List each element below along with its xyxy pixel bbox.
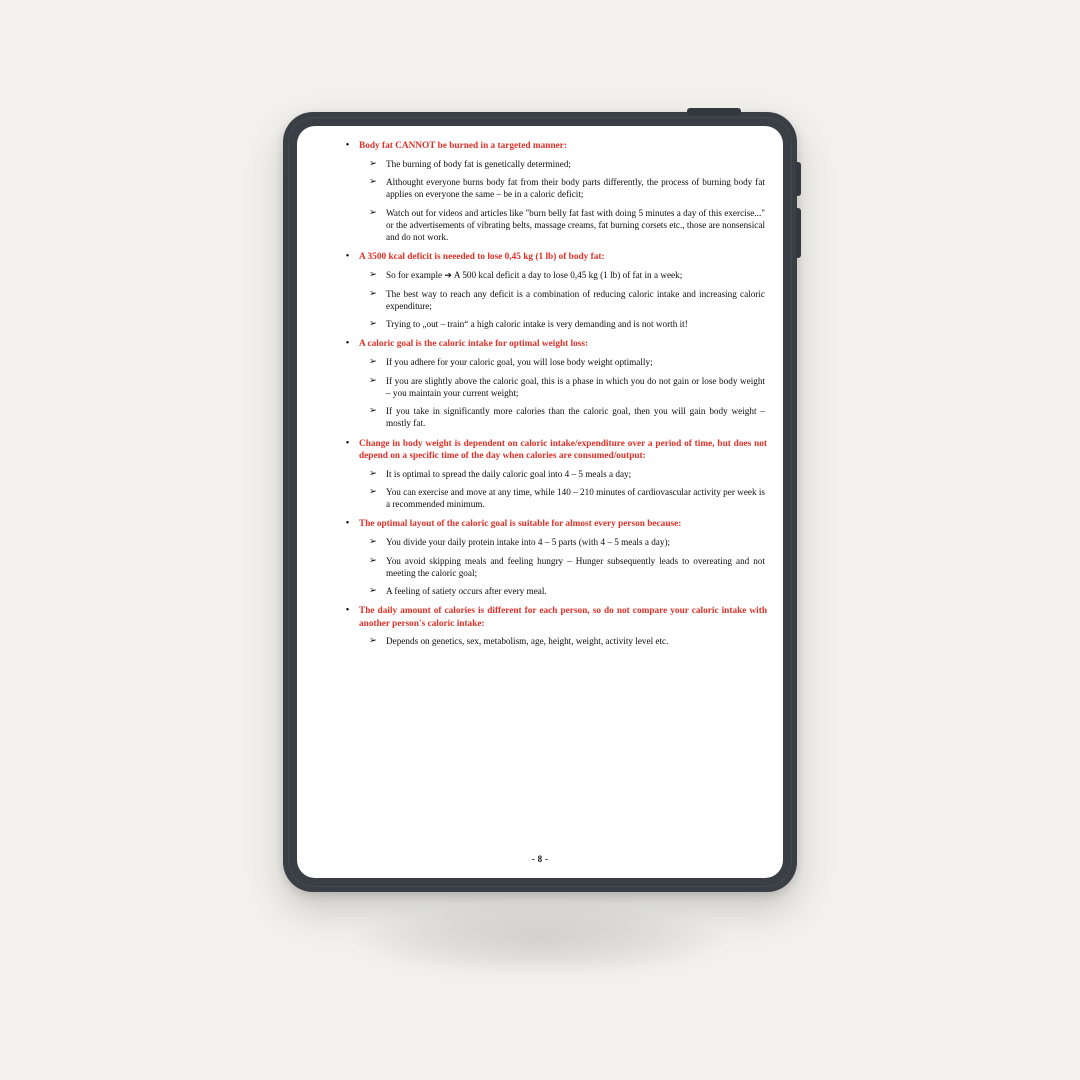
list-item-text: Watch out for videos and articles like "burn belly fat fast with doing 5 minutes a day of this exercise..." or the advertisements of vibrating belts, massage creams, fat burning corsets etc., those are nonsensical and do not work. <box>386 207 765 243</box>
section-heading-row <box>313 251 767 264</box>
arrow-bullet-icon: ➢ <box>369 555 377 566</box>
list-item <box>369 288 767 312</box>
list-item <box>369 158 767 170</box>
list-item <box>369 468 767 480</box>
section-point-list <box>313 536 767 597</box>
arrow-bullet-icon: ➢ <box>369 537 377 548</box>
arrow-bullet-icon: ➢ <box>369 357 377 368</box>
list-item <box>369 536 767 548</box>
arrow-bullet-icon: ➢ <box>369 177 377 188</box>
section-point-list <box>313 158 767 243</box>
arrow-bullet-icon: ➢ <box>369 486 377 497</box>
section-point-list <box>313 635 767 647</box>
list-item <box>369 635 767 647</box>
list-item-text: If you are slightly above the caloric goal, this is a phase in which you do not gain or lose body weight – you maintain your current weight; <box>386 375 765 398</box>
list-item-text: If you adhere for your caloric goal, you will lose body weight optimally; <box>386 357 653 368</box>
list-item <box>369 318 767 330</box>
bullet-dot-icon: • <box>345 338 350 350</box>
list-item-text: Althought everyone burns body fat from their body parts differently, the process of burning body fat applies on everyone the same – be in a caloric deficit; <box>386 177 765 200</box>
list-item-text: A feeling of satiety occurs after every meal. <box>386 586 547 597</box>
section-heading-row <box>313 518 767 531</box>
list-item-text: Depends on genetics, sex, metabolism, age, height, weight, activity level etc. <box>386 636 669 647</box>
section-heading: The daily amount of calories is different for each person, so do not compare your caloric intake with another person's caloric intake: <box>359 606 767 629</box>
list-item-text: It is optimal to spread the daily caloric goal into 4 – 5 meals a day; <box>386 468 632 479</box>
list-item <box>369 207 767 244</box>
section-heading: A 3500 kcal deficit is neeeded to lose 0,45 kg (1 lb) of body fat: <box>359 252 605 263</box>
list-item-text: Trying to „out – train“ a high caloric intake is very demanding and is not worth it! <box>386 319 688 330</box>
document-section <box>313 338 767 429</box>
document-section <box>313 605 767 647</box>
list-item <box>369 176 767 200</box>
section-point-list <box>313 468 767 511</box>
bullet-dot-icon: • <box>345 140 350 151</box>
tablet-screen[interactable] <box>297 126 783 878</box>
section-heading-row <box>313 438 767 463</box>
arrow-bullet-icon: ➢ <box>369 319 377 330</box>
section-heading-row <box>313 338 767 351</box>
section-heading: Body fat CANNOT be burned in a targeted manner: <box>359 141 567 151</box>
list-item-text: You divide your daily protein intake into 4 – 5 parts (with 4 – 5 meals a day); <box>386 537 671 548</box>
document-section <box>313 140 767 243</box>
arrow-bullet-icon: ➢ <box>369 406 377 417</box>
list-item <box>369 585 767 597</box>
list-item-text: You avoid skipping meals and feeling hungry – Hunger subsequently leads to overeating and not meeting the caloric goal; <box>386 555 765 578</box>
list-item-text: The best way to reach any deficit is a combination of reducing caloric intake and increasing caloric expenditure; <box>386 288 765 311</box>
arrow-bullet-icon: ➢ <box>369 270 377 281</box>
list-item <box>369 405 767 429</box>
list-item <box>369 269 767 281</box>
list-item-text: If you take in significantly more calories than the caloric goal, then you will gain body weight – mostly fat. <box>386 406 765 429</box>
arrow-bullet-icon: ➢ <box>369 636 377 647</box>
arrow-bullet-icon: ➢ <box>369 159 377 169</box>
bullet-dot-icon: • <box>345 437 350 449</box>
list-item-text: You can exercise and move at any time, while 140 – 210 minutes of cardiovascular activity per week is a recommended minimum. <box>386 486 765 510</box>
device-drop-shadow <box>350 905 730 975</box>
list-item-text: The burning of body fat is genetically determined; <box>386 159 571 169</box>
section-heading: A caloric goal is the caloric intake for optimal weight loss: <box>359 339 589 350</box>
arrow-bullet-icon: ➢ <box>369 468 377 479</box>
arrow-bullet-icon: ➢ <box>369 288 377 299</box>
arrow-bullet-icon: ➢ <box>369 586 377 597</box>
section-heading: The optimal layout of the caloric goal is suitable for almost every person because: <box>359 519 682 530</box>
bullet-dot-icon: • <box>345 251 350 263</box>
section-heading: Change in body weight is dependent on caloric intake/expenditure over a period of time, but does not depend on a specific time of the day when calories are consumed/output: <box>359 438 767 462</box>
list-item-text: So for example ➔ A 500 kcal deficit a day to lose 0,45 kg (1 lb) of fat in a week; <box>386 270 683 281</box>
list-item <box>369 375 767 399</box>
document-section <box>313 438 767 511</box>
tablet-device <box>283 112 797 892</box>
section-heading-row <box>313 605 767 630</box>
list-item <box>369 356 767 368</box>
list-item <box>369 486 767 510</box>
bullet-dot-icon: • <box>345 605 350 617</box>
power-button[interactable] <box>687 108 741 115</box>
list-item <box>369 555 767 579</box>
volume-up-button[interactable] <box>796 162 801 196</box>
volume-down-button[interactable] <box>796 208 801 258</box>
document-section <box>313 251 767 330</box>
section-point-list <box>313 269 767 330</box>
arrow-bullet-icon: ➢ <box>369 375 377 386</box>
section-point-list <box>313 356 767 429</box>
bullet-dot-icon: • <box>345 518 350 530</box>
page-number: - 8 - <box>531 854 549 864</box>
document-page <box>297 126 783 878</box>
document-body <box>313 140 767 648</box>
arrow-bullet-icon: ➢ <box>369 207 377 218</box>
section-heading-row <box>313 140 767 153</box>
document-section <box>313 518 767 597</box>
